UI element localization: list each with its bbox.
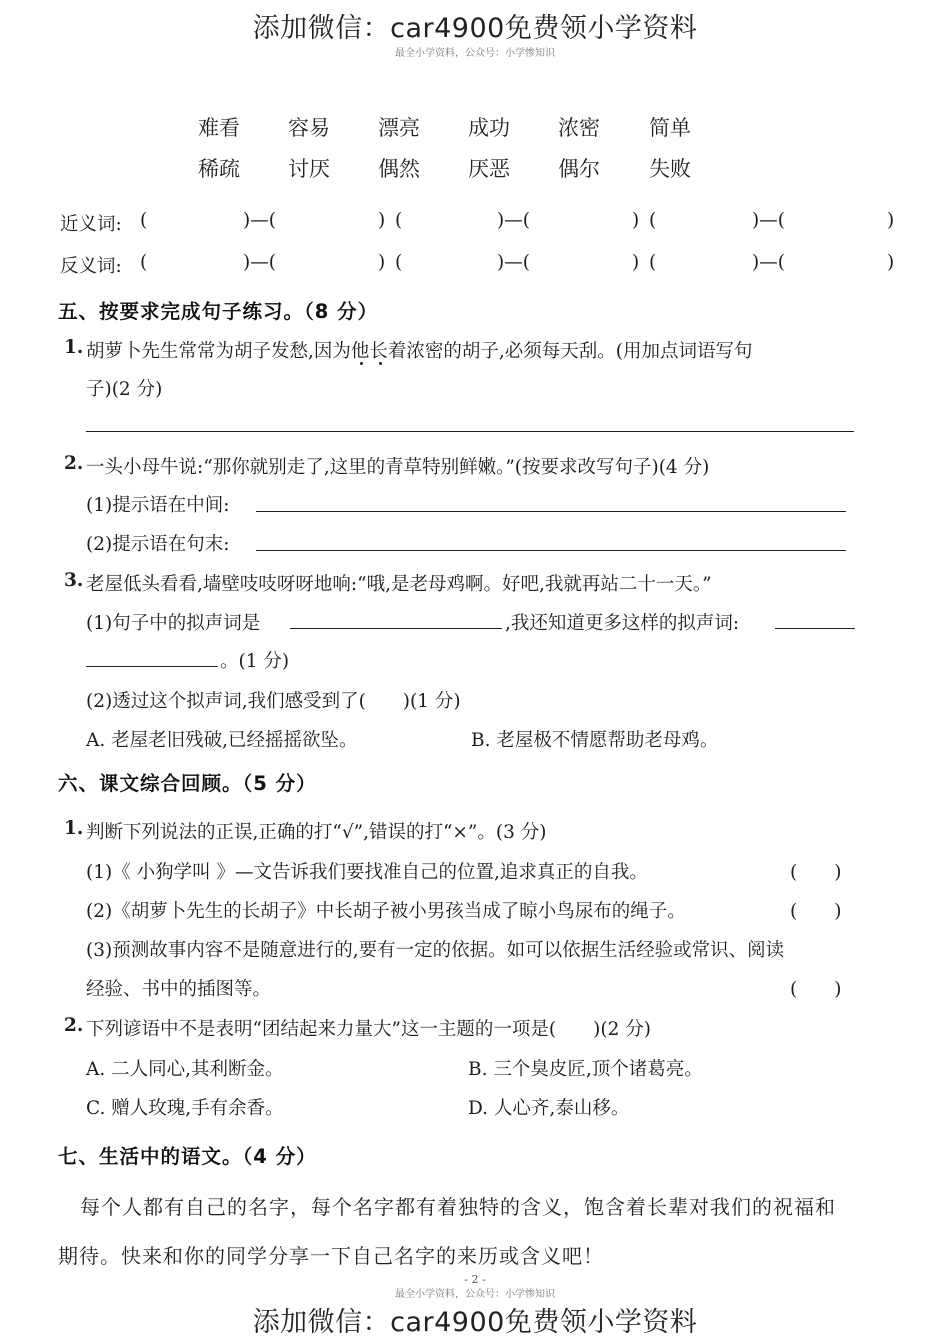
sub-question: (2)透过这个拟声词,我们感受到了( )(1 分) [86,691,461,712]
answer-line[interactable] [86,666,218,667]
question-text: 子)(2 分) [86,379,163,400]
sub-question: (1)提示语在中间: [86,495,230,516]
watermark-top: 添加微信：car4900免费领小学资料 [252,13,698,44]
paren-open: ( [140,210,148,231]
statement: (3)预测故事内容不是随意进行的,要有一定的依据。如可以依据生活经验或常识、阅读 [86,940,785,961]
section-5-title: 五、按要求完成句子练习。（8 分） [58,300,379,323]
answer-line[interactable] [256,550,846,551]
word: 稀疏 [198,157,240,181]
faint-footer: 最全小学资料，公众号：小学惨知识 [395,1289,555,1300]
option-b: B. 三个臭皮匠,顶个诸葛亮。 [468,1059,703,1080]
question-text: 胡萝卜先生常常为胡子发愁,因为他长着浓密的胡子,必须每天刮。(用加点词语写句 [86,341,753,362]
question-number: 1. [64,818,84,839]
word: 难看 [198,116,240,140]
paren-open: ( [649,210,657,231]
answer-line[interactable] [775,628,855,629]
antonym-label: 反义词: [60,256,122,277]
word: 厌恶 [468,157,510,181]
option-d: D. 人心齐,泰山移。 [468,1098,630,1119]
paren-dash: )—( [497,252,530,273]
paren-dash: )—( [497,210,530,231]
question-text: 下列谚语中不是表明“团结起来力量大”这一主题的一项是( )(2 分) [86,1019,651,1040]
word: 成功 [468,116,510,140]
watermark-bottom: 添加微信：car4900免费领小学资料 [252,1307,698,1338]
sub-question: 。(1 分) [220,651,290,672]
option-a: A. 老屋老旧残破,已经摇摇欲坠。 [86,730,358,751]
answer-bracket[interactable]: ( ) [790,862,842,883]
paren-close: ) [887,210,895,231]
word: 容易 [288,116,330,140]
paren-close: ) [378,252,386,273]
paren-dash: )—( [752,210,785,231]
option-c: C. 赠人玫瑰,手有余香。 [86,1098,284,1119]
section-7-title: 七、生活中的语文。（4 分） [58,1145,317,1168]
paren-dash: )—( [243,252,276,273]
sub-question: (1)句子中的拟声词是 [86,613,261,634]
paren-open: ( [395,210,403,231]
question-number: 3. [64,570,84,591]
sub-question: (2)提示语在句末: [86,534,230,555]
paren-close: ) [632,252,640,273]
paren-dash: )—( [243,210,276,231]
word: 讨厌 [288,157,330,181]
word: 简单 [649,116,691,140]
paren-dash: )—( [752,252,785,273]
question-text: 一头小母牛说:“那你就别走了,这里的青草特别鲜嫩。”(按要求改写句子)(4 分) [86,457,710,478]
paren-open: ( [140,252,148,273]
statement: (1)《 小狗学叫 》—文告诉我们要找准自己的位置,追求真正的自我。 [86,862,648,883]
answer-bracket[interactable]: ( ) [790,979,842,1000]
paren-close: ) [887,252,895,273]
emphasis-dot [379,362,382,365]
question-number: 1. [64,337,84,358]
answer-line[interactable] [290,628,502,629]
question-text: 老屋低头看看,墙壁吱吱呀呀地响:“哦,是老母鸡啊。好吧,我就再站二十一天。” [86,574,712,595]
word: 偶然 [378,157,420,181]
paren-open: ( [649,252,657,273]
emphasis-dot [360,362,363,365]
faint-header: 最全小学资料，公众号：小学惨知识 [395,48,555,59]
paragraph: 期待。快来和你的同学分享一下自己名字的来历或含义吧！ [58,1244,604,1268]
answer-line[interactable] [256,511,846,512]
word: 偶尔 [558,157,600,181]
paren-close: ) [632,210,640,231]
section-6-title: 六、课文综合回顾。（5 分） [58,772,317,795]
option-b: B. 老屋极不情愿帮助老母鸡。 [471,730,719,751]
paren-close: ) [378,210,386,231]
sub-question: ,我还知道更多这样的拟声词: [505,613,740,634]
page-number: - 2 - [464,1273,486,1286]
word: 浓密 [558,116,600,140]
word: 失败 [649,157,691,181]
statement: 经验、书中的插图等。 [86,979,272,1000]
paren-open: ( [395,252,403,273]
answer-line[interactable] [86,431,854,432]
answer-bracket[interactable]: ( ) [790,901,842,922]
word: 漂亮 [378,116,420,140]
question-number: 2. [64,453,84,474]
synonym-label: 近义词: [60,214,122,235]
paragraph: 每个人都有自己的名字，每个名字都有着独特的含义，饱含着长辈对我们的祝福和 [80,1195,836,1219]
question-number: 2. [64,1015,84,1036]
statement: (2)《胡萝卜先生的长胡子》中长胡子被小男孩当成了晾小鸟尿布的绳子。 [86,901,686,922]
question-text: 判断下列说法的正误,正确的打“√”,错误的打“×”。(3 分) [86,822,547,843]
option-a: A. 二人同心,其利断金。 [86,1059,284,1080]
